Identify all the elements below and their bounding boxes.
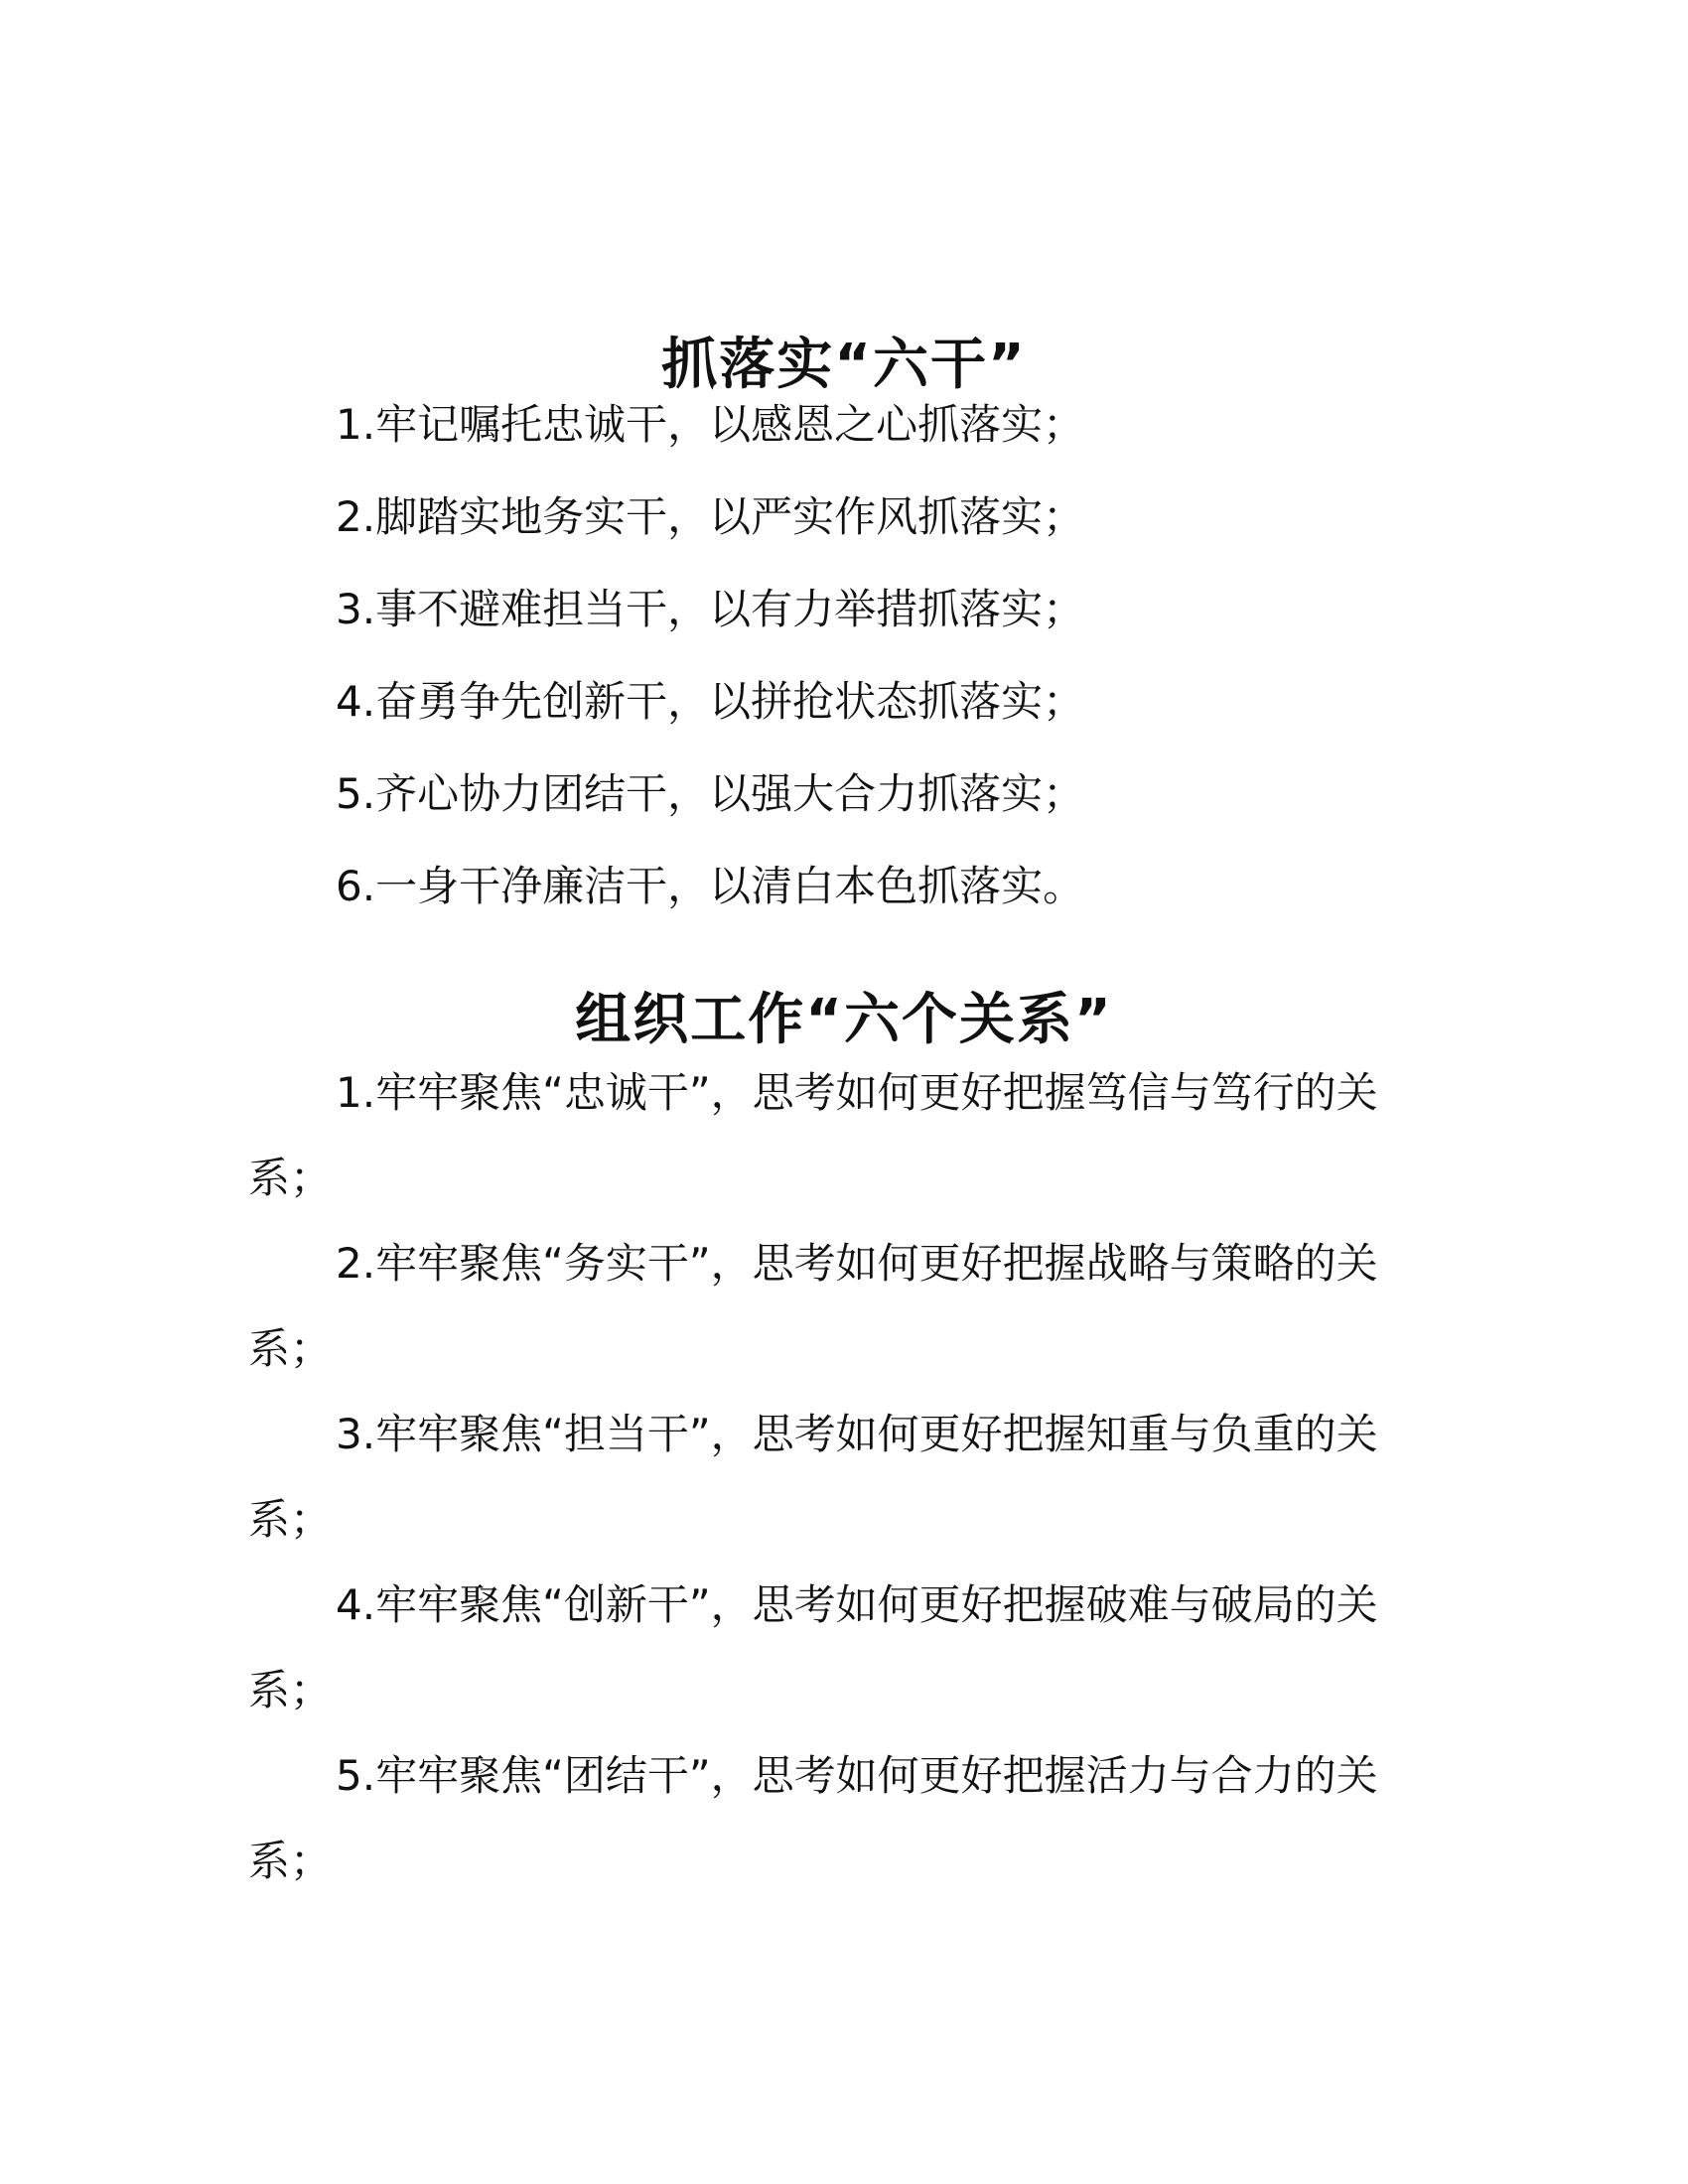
list-item: 1.牢牢聚焦“忠诚干”，思考如何更好把握笃信与笃行的关系； xyxy=(248,1068,1378,1202)
list-item: 3.牢牢聚焦“担当干”，思考如何更好把握知重与负重的关系； xyxy=(248,1410,1378,1544)
section-title-six-gan: 抓落实“六干” xyxy=(661,332,1027,397)
list-item: 1.牢记嘱托忠诚干，以感恩之心抓落实； xyxy=(336,400,1085,449)
list-item: 6.一身干净廉洁干，以清白本色抓落实。 xyxy=(336,862,1085,910)
list-item: 4.奋勇争先创新干，以拼抢状态抓落实； xyxy=(336,677,1085,726)
list-item: 2.脚踏实地务实干，以严实作风抓落实； xyxy=(336,492,1085,541)
section-title-six-relations: 组织工作“六个关系” xyxy=(575,987,1113,1052)
six-relations-list xyxy=(248,1050,1440,1904)
list-item: 5.牢牢聚焦“团结干”，思考如何更好把握活力与合力的关系； xyxy=(248,1751,1378,1885)
list-item: 3.事不避难担当干，以有力举措抓落实； xyxy=(336,585,1085,633)
list-item: 5.齐心协力团结干，以强大合力抓落实； xyxy=(336,769,1085,818)
list-item: 4.牢牢聚焦“创新干”，思考如何更好把握破难与破局的关系； xyxy=(248,1580,1378,1714)
list-item: 2.牢牢聚焦“务实干”，思考如何更好把握战略与策略的关系； xyxy=(248,1239,1378,1373)
six-gan-list xyxy=(336,399,1084,953)
